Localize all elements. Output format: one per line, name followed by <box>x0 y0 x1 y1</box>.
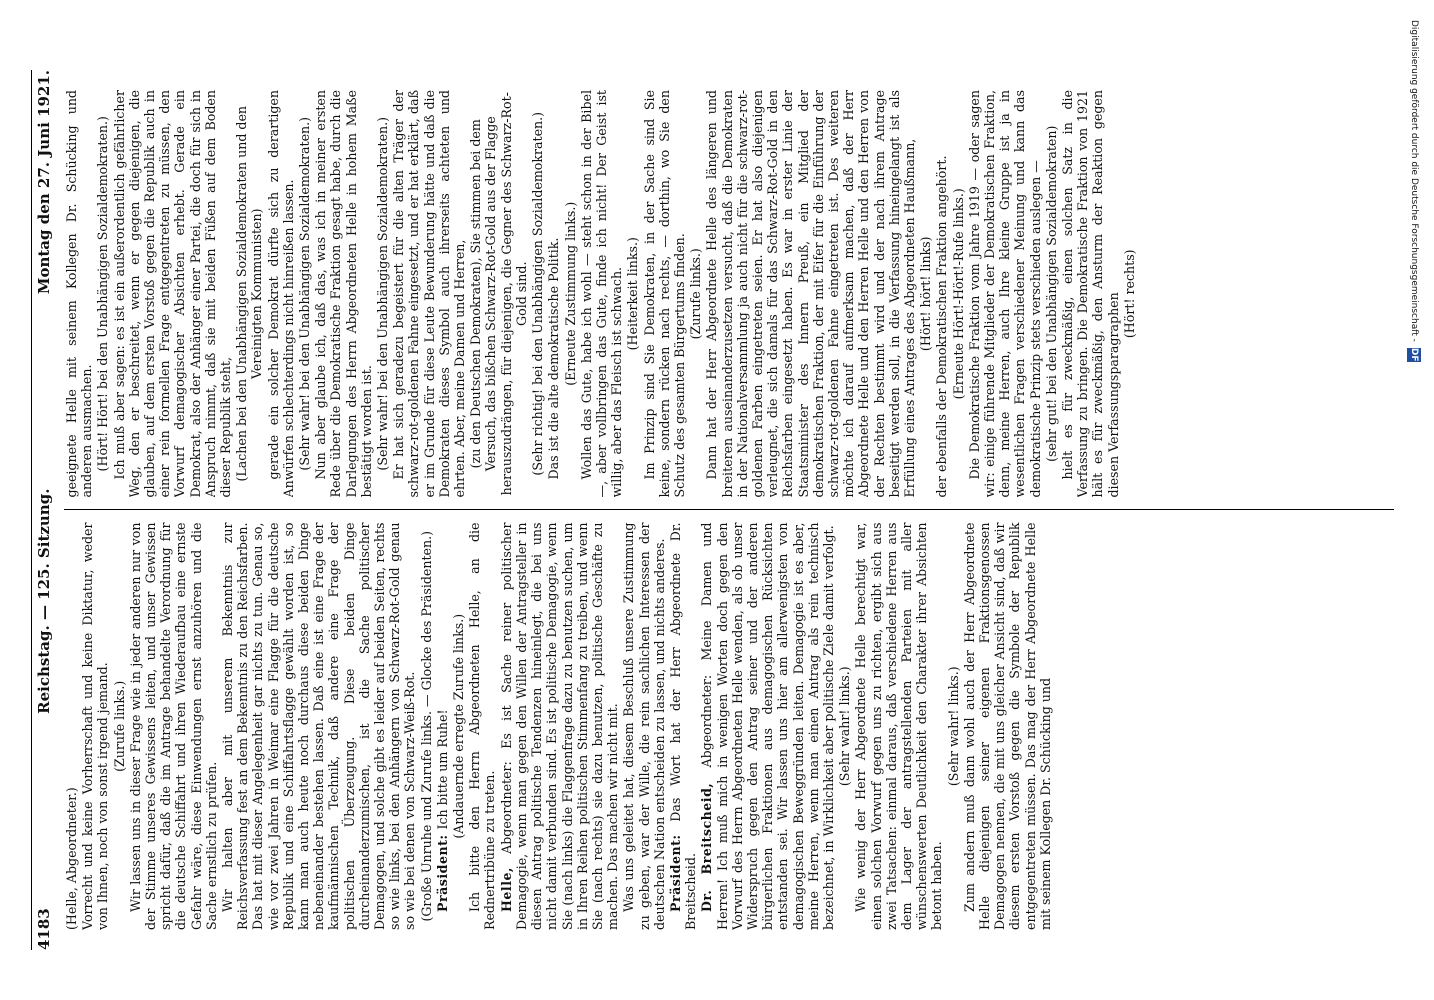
interjection: (Heiterkeit links.) <box>625 237 641 351</box>
paragraph <box>220 523 418 931</box>
interjection: (Erneute Hört!-Hört!-Rufe links.) <box>950 188 966 400</box>
interjection: (Sehr richtig! bei den Unabhängigen Sozialdemokraten.) <box>530 111 546 476</box>
column-divider <box>64 510 1394 511</box>
paragraph-text: hielt es für zweckmäßig, einen solchen Satz in die Verfassung zu bringen. Die Demokratische Fraktion von 1921 hält es für zweckmäßig, den Ansturm der Reaktion gegen diesen Verfassungsparagraphen <box>1060 90 1121 498</box>
interjection: (Hört! hört! links) <box>918 236 934 352</box>
interjection: (Zurufe links.) <box>111 680 127 772</box>
paragraph-text: Im Prinzip sind Sie Demokraten, in der Sache sind Sie keine, sondern rücken nach rechts, — dorthin, wo Sie den Schutz des gesamten Bürgertums finden. <box>641 90 687 498</box>
paragraph <box>699 523 836 931</box>
interjection: (Zurufe links.) <box>688 248 704 340</box>
paragraph <box>967 90 1043 498</box>
page-number: 4183 <box>35 908 53 950</box>
interjection: (Sehr wahr! bei den Unabhängigen Sozialdemokraten.) <box>375 116 391 471</box>
paragraph-text: Ich muß aber sagen: es ist ein außerordentlich gefährlicher Weg, den er beschreitet, wenn er gegen diejenigen, die glauben, auf dem ersten Vorstoß gegen die Republik auch in einer rein formellen Frage entgegentreten zu müssen, den Vorwurf demagogischer Absichten erhebt. Gerade ein Demokrat, also der Anhänger einer Partei, die doch für sich in Anspruch nimmt, daß sie mit beiden Füßen auf dem Boden dieser Republik steht, <box>111 90 234 498</box>
paragraph <box>391 90 467 498</box>
paragraph <box>1060 90 1121 498</box>
paragraph <box>704 90 917 498</box>
interjection: (Lachen bei den Unabhängigen Sozialdemokraten und den Vereinigten Kommunisten) <box>234 105 265 482</box>
interjection: (Sehr wahr! links.) <box>837 666 853 787</box>
paragraph-text: geeignete Helle mit seinem Kollegen Dr. Schücking und anderen ausmachen. <box>64 90 95 498</box>
paragraph <box>64 523 79 931</box>
paragraph <box>642 90 688 498</box>
paragraph <box>467 523 497 931</box>
paragraph-text: Dann hat der Herr Abgeordnete Helle des längeren und breiteren auseinanderzusetzen versucht, daß die Demokraten in der Nationalversammlung ja auch nicht für die schwarz-rot-goldenen Farben eingetreten seien. Er hat also diejenigen verleugnet, die sich damals für das Schwarz-Rot-Gold in den Reichsfarben eingesetzt haben. Es war in erster Linie der Staatsminister des Innern Preuß, ein Mitglied der demokratischen Fraktion, der mit Eifer für die Einführung der schwarz-rot-goldenen Fahne eingetreten ist. Des weiteren möchte ich darauf aufmerksam machen, daß der Herr Abgeordnete Helle und den Herren Helle und den Herren von der Rechten bestimmt wird und der nach ihrem Antrage beseitigt werden soll, in die Verfassung hineingelangt ist als Erfüllung eines Antrages des Abgeordneten Haußmann, <box>704 90 917 498</box>
interjection: (Hört! rechts) <box>1121 249 1137 339</box>
paragraph <box>668 523 698 931</box>
paragraph <box>853 523 944 931</box>
paragraph-text: (Helle, Abgeordneter.) <box>64 787 79 930</box>
paragraph-text: der ebenfalls der Demokratischen Fraktion angehört. <box>934 155 950 498</box>
paragraph <box>962 523 1053 931</box>
paragraph-text: Vorrecht und keine Vorherrschaft und keine Diktatur, weder von Ihnen, noch von sonst irgend jemand. <box>80 522 111 930</box>
dfg-logo: DFG <box>1409 347 1419 369</box>
paragraph <box>313 90 374 498</box>
paragraph-text: Abgeordneter: Meine Damen und Herren! Ich muß mich in wenigen Worten doch gegen den Vorwurf des Herrn Abgeordneten Helle wenden, als ob unser Widerspruch gegen den Antrag seiner und der anderen bürgerlichen Fraktionen aus demagogischen Rücksichten entstanden sei. Wir lassen uns hier am allerwenigsten von demagogischen Beweggründen leiten. Demagogie ist es aber, meine Herren, wenn man einen Antrag als rein technisch bezeichnet, in Wirklichkeit aber politische Ziele damit verfolgt. <box>699 522 836 930</box>
left-column <box>64 523 1394 931</box>
paragraph <box>112 90 234 498</box>
paragraph <box>546 90 561 498</box>
interjection: (Große Unruhe und Zurufe links. — Glocke des Präsidenten.) <box>418 530 434 922</box>
text-columns <box>64 90 1394 930</box>
paragraph-text: Wie wenig der Herr Abgeordnete Helle berechtigt war, einen solchen Vorwurf gegen uns zu richten, ergibt sich aus zwei Tatsachen: einmal daraus, daß verschiedene Herren aus dem Lager der antragstellenden Parteien mit aller wünschenswerten Deutlichkeit den Charakter ihrer Absichten betont haben. <box>853 522 945 930</box>
paragraph-text: Er hat sich geradezu begeistert für die alten Träger der schwarz-rot-goldenen Fahne eingesetzt, und er hat erklärt, daß er im Grunde für diese Leute Bewunderung hätte und daß die Demokraten dieses Symbol auch ihrerseits achteten und ehrten. Aber, meine Damen und Herren, <box>391 90 468 498</box>
paragraph-text: Ich bitte um Ruhe! <box>434 709 450 830</box>
interjection: (Sehr wahr! links.) <box>945 666 961 787</box>
paragraph <box>64 90 94 498</box>
paragraph <box>266 90 296 498</box>
paragraph-text: Wir lassen uns in dieser Frage wie in jeder anderen nur von der Stimme unseres Gewissens leiten, und unser Gewissen spricht dafür, daß die im Antrage behandelte Verordnung für die deutsche Schiffahrt und ihren Wiederaufbau eine ernste Gefahr wäre, diese Einwendungen ernst anzuhören und die Sache ernstlich zu prüfen. <box>127 522 219 930</box>
interjection: (Erneute Zustimmung links.) <box>562 201 578 386</box>
paragraph <box>435 523 450 931</box>
interjection: (Sehr wahr! bei den Unabhängigen Sozialdemokraten.) <box>297 116 313 471</box>
interjection: (Andauernde erregte Zurufe links.) <box>451 613 467 839</box>
paragraph <box>128 523 219 931</box>
session-date: Montag den 27. Juni 1921. <box>35 70 53 295</box>
paragraph-text: Zum andern muß dann wohl auch der Herr Abgeordnete Helle diejenigen seiner eigenen Fraktionsgenossen Demagogen nennen, die mit uns gleicher Ansicht sind, daß wir diesem ersten Vorstoß gegen die Symbole der Republik entgegentreten müssen. Das mag der Herr Abgeordnete Helle mit seinem Kollegen Dr. Schücking und <box>961 522 1053 930</box>
paragraph <box>579 90 625 498</box>
digitization-credit <box>1394 0 1434 1000</box>
paragraph <box>499 523 621 931</box>
interjection: (zu den Deutschen Demokraten), Sie stimmen bei dem Versuch, das bißchen Schwarz-Rot-Gold aus der Flagge herauszudrängen, für diejenigen, die Gegner des Schwarz-Rot-Gold sind. <box>468 92 529 496</box>
right-column <box>64 90 1394 498</box>
interjection: (sehr gut! bei den Unabhängigen Sozialdemokraten) <box>1043 125 1059 462</box>
paragraph-text: Ich bitte den Herrn Abgeordneten Helle, an die Rednertribüne zu treten. <box>467 522 498 930</box>
paragraph <box>934 90 949 498</box>
paragraph-text: Was uns geleitet hat, diesem Beschluß unsere Zustimmung zu geben, war der Wille, die rein sachlichen Interessen der deutschen Nation entscheiden zu lassen, und nichts anderes. <box>621 522 667 930</box>
interjection: (Hört! Hört! bei den Unabhängigen Sozialdemokraten.) <box>95 116 111 472</box>
paragraph-text: Abgeordneter: Es ist Sache reiner politischer Demagogie, wenn man gegen den Willen der Antragsteller in diesen Antrag politische Tendenzen hineinlegt, die bei uns nicht damit verbunden sind. Es ist politische Demagogie, wenn Sie (nach links) die Flaggenfrage dazu zu benutzen suchen, um in Ihren Reihen politischen Stimmenfang zu treiben, und wenn Sie (nach rechts) sie dazu benutzen, politische Geschäfte zu machen. Das machen wir nicht mit. <box>498 522 621 930</box>
paragraph <box>80 523 110 931</box>
paragraph-text: gerade ein solcher Demokrat dürfte sich zu derartigen Anwürfen schlechterdings nicht hinreißen lassen. <box>265 90 296 498</box>
paragraph-text: Die Demokratische Fraktion vom Jahre 1919 — oder sagen wir: einige führende Mitglieder der Demokratischen Fraktion, denn, meine Herren, auch Ihre kleine Gruppe ist ja in wesentlichen Fragen verschiedener Meinung und kann das demokratische Prinzip stets verschieden auslegen — <box>966 90 1043 498</box>
paragraph <box>621 523 667 931</box>
speaker-name: Dr. Breitscheid, <box>699 767 715 912</box>
paragraph-text: Wir halten aber mit unserem Bekenntnis zur Reichsverfassung fest an dem Bekenntnis zu den Reichsfarben. Das hat mit dieser Angelegenheit gar nichts zu tun. Genau so, wie vor zwei Jahren in Weimar eine Flagge für die deutsche Republik und eine Schiffahrtsflagge gewählt worden ist, so kann man auch heute noch durchaus diese beiden Dinge nebeneinander bestehen lassen. Daß eine ist eine Frage der kaufmännischen Technik, daß andere eine Frage der politischen Überzeugung. Diese beiden Dinge durcheinanderzumischen, ist die Sache politischer Demagogen, und solche gibt es leider auf beiden Seiten, rechts so wie links, bei den Anhängern von Schwarz-Rot-Gold genau so wie bei denen von Schwarz-Weiß-Rot. <box>220 522 418 930</box>
speaker-name: Helle, <box>498 853 514 912</box>
digitization-note: Digitalisierung gefördert durch die Deutsche Forschungsgemeinschaft - <box>1409 20 1419 342</box>
speaker-name: Präsident: <box>434 829 450 912</box>
speaker-name: Präsident: <box>667 821 683 912</box>
paragraph-text: Nun aber glaube ich, daß das, was ich in meiner ersten Rede über die Demokratische Fraktion gesagt habe, durch die Darlegungen des Herrn Abgeordneten Helle in hohem Maße bestätigt worden ist. <box>313 90 374 498</box>
paragraph-text: Das ist die alte demokratische Politik. <box>546 237 562 480</box>
session-title: Reichstag. — 125. Sitzung. <box>35 488 53 714</box>
page-header <box>31 70 56 950</box>
paragraph-text: Wollen das Gute, habe ich wohl — steht schon in der Bibel —, aber vollbringen das Gute, finde ich nicht! Der Geist ist willig, aber das Fleisch ist schwach. <box>578 90 625 498</box>
paragraph-text: Das Wort hat der Herr Abgeordnete Dr. Breitscheid. <box>667 522 699 930</box>
